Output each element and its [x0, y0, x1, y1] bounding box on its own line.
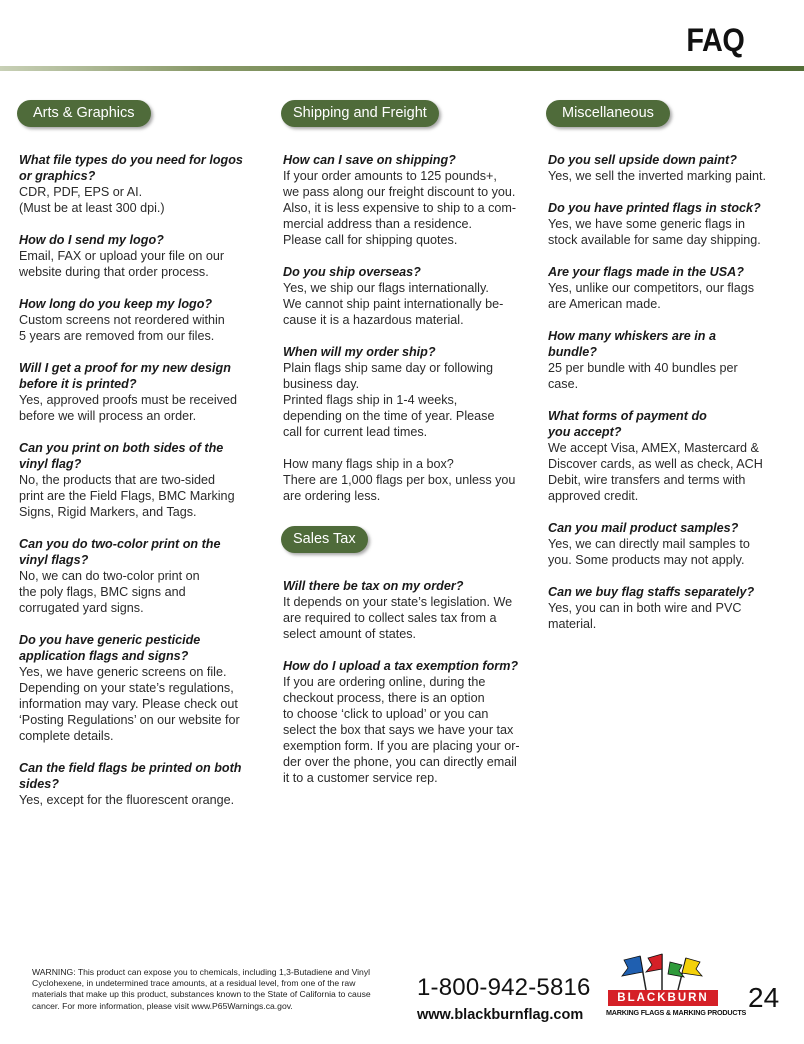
- faq-question: Can you print on both sides of the vinyl flag?: [19, 441, 224, 471]
- faq-answer: Yes, we can directly mail samples to you. Some products may not apply.: [548, 537, 750, 567]
- faq-answer: We accept Visa, AMEX, Mastercard & Discover cards, as well as check, ACH Debit, wire transfers and terms with approved credit.: [548, 441, 763, 503]
- faq-item: [19, 440, 269, 520]
- faq-column-miscellaneous: [548, 100, 798, 648]
- faq-question: When will my order ship?: [283, 345, 436, 359]
- faq-item: [548, 584, 798, 632]
- faq-question: Are your flags made in the USA?: [548, 265, 744, 279]
- faq-item: [19, 232, 269, 280]
- faq-answer: If your order amounts to 125 pounds+, we pass along our freight discount to you. Also, it is less expensive to ship to a com- mercial address than a residence. Please call for shipping quotes.: [283, 169, 517, 247]
- faq-question: Can the field flags be printed on both sides?: [19, 761, 242, 791]
- prop65-warning: WARNING: This product can expose you to chemicals, including 1,3-Butadiene and Vinyl Cyclohexene, in undetermined trace amounts, at a residual level, from one of the raw materials that make up this product, substances known to the State of California to cause cancer. For more information, please visit www.P65Warnings.ca.gov.: [32, 967, 371, 1011]
- faq-list: [548, 152, 798, 632]
- flags-logo-icon: [606, 952, 720, 992]
- section-heading-miscellaneous: Miscellaneous: [546, 100, 670, 127]
- faq-column-arts-graphics: [19, 100, 269, 824]
- page-title: FAQ: [686, 22, 744, 58]
- faq-item: [283, 344, 533, 440]
- faq-answer: Yes, we ship our flags internationally. We cannot ship paint internationally be- cause it is a hazardous material.: [283, 281, 504, 327]
- faq-question: What file types do you need for logos or graphics?: [19, 153, 243, 183]
- faq-answer: If you are ordering online, during the checkout process, there is an option to choose ‘click to upload’ or you can select the box that says we have your tax exemption form. If you are placing your or- der over the phone, you can directly email it to a customer service rep.: [283, 675, 520, 785]
- faq-question: Can you do two-color print on the vinyl flags?: [19, 537, 221, 567]
- faq-answer: Yes, approved proofs must be received before we will process an order.: [19, 393, 237, 423]
- logo-tagline: MARKING FLAGS & MARKING PRODUCTS: [606, 1008, 747, 1017]
- faq-item: [19, 152, 269, 216]
- header-rule: [0, 66, 804, 71]
- faq-question: Can you mail product samples?: [548, 521, 739, 535]
- faq-question: How long do you keep my logo?: [19, 297, 213, 311]
- faq-item: [19, 536, 269, 616]
- faq-question: Do you have generic pesticide application flags and signs?: [19, 633, 201, 663]
- section-heading-shipping: Shipping and Freight: [281, 100, 439, 127]
- faq-question: Will I get a proof for my new design before it is printed?: [19, 361, 231, 391]
- faq-answer: No, the products that are two-sided print are the Field Flags, BMC Marking Signs, Rigid Markers, and Tags.: [19, 473, 235, 519]
- faq-item: [19, 632, 269, 744]
- logo-wordmark: BLACKBURN: [608, 990, 718, 1006]
- faq-answer: Email, FAX or upload your file on our website during that order process.: [19, 249, 225, 279]
- faq-question: How can I save on shipping?: [283, 153, 456, 167]
- faq-answer: Yes, you can in both wire and PVC material.: [548, 601, 742, 631]
- faq-answer: No, we can do two-color print on the poly flags, BMC signs and corrugated yard signs.: [19, 569, 200, 615]
- faq-item: [548, 408, 798, 504]
- faq-item: [19, 760, 269, 808]
- faq-answer: 25 per bundle with 40 bundles per case.: [548, 361, 738, 391]
- faq-list: [19, 152, 269, 808]
- sales-tax-section: [283, 526, 533, 786]
- faq-question: How do I upload a tax exemption form?: [283, 659, 519, 673]
- faq-question: Do you have printed flags in stock?: [548, 201, 761, 215]
- faq-item: [548, 520, 798, 568]
- faq-item: [283, 658, 533, 786]
- faq-question: Do you ship overseas?: [283, 265, 421, 279]
- blackburn-logo: [606, 952, 747, 1022]
- faq-answer: Yes, we have some generic flags in stock available for same day shipping.: [548, 217, 761, 247]
- faq-answer: Custom screens not reordered within 5 years are removed from our files.: [19, 313, 225, 343]
- faq-answer: Yes, we have generic screens on file. Depending on your state’s regulations, information may vary. Please check out ‘Posting Regulations’ on our website for complete details.: [19, 665, 240, 743]
- faq-question: Do you sell upside down paint?: [548, 153, 737, 167]
- faq-item: [548, 200, 798, 248]
- faq-item: [19, 360, 269, 424]
- faq-item: [548, 152, 798, 184]
- faq-item: [283, 152, 533, 248]
- page-number: 24: [748, 982, 780, 1013]
- faq-item: [283, 578, 533, 642]
- faq-answer: Yes, unlike our competitors, our flags are American made.: [548, 281, 755, 311]
- faq-item-plain: How many flags ship in a box? There are 1,000 flags per box, unless you are ordering less.: [283, 457, 516, 503]
- faq-item: [19, 296, 269, 344]
- faq-question: How many whiskers are in a bundle?: [548, 329, 716, 359]
- phone-number: 1-800-942-5816: [417, 974, 591, 1001]
- faq-answer: Yes, we sell the inverted marking paint.: [548, 169, 766, 183]
- website-url: www.blackburnflag.com: [417, 1007, 584, 1023]
- faq-column-shipping: [283, 100, 533, 802]
- faq-answer: It depends on your state’s legislation. We are required to collect sales tax from a select amount of states.: [283, 595, 513, 641]
- faq-answer: CDR, PDF, EPS or AI. (Must be at least 300 dpi.): [19, 185, 165, 215]
- faq-item: [283, 264, 533, 328]
- faq-question: How do I send my logo?: [19, 233, 164, 247]
- faq-question: What forms of payment do you accept?: [548, 409, 707, 439]
- section-heading-arts-graphics: Arts & Graphics: [17, 100, 151, 127]
- faq-item: [548, 264, 798, 312]
- faq-list: [283, 152, 533, 504]
- faq-list: [283, 578, 533, 786]
- faq-question: Can we buy flag staffs separately?: [548, 585, 755, 599]
- faq-item: [548, 328, 798, 392]
- faq-question: Will there be tax on my order?: [283, 579, 464, 593]
- section-heading-sales-tax: Sales Tax: [281, 526, 368, 553]
- faq-answer: Yes, except for the fluorescent orange.: [19, 793, 235, 807]
- faq-answer: Plain flags ship same day or following business day. Printed flags ship in 1-4 weeks, depending on the time of year. Please call for current lead times.: [283, 361, 495, 439]
